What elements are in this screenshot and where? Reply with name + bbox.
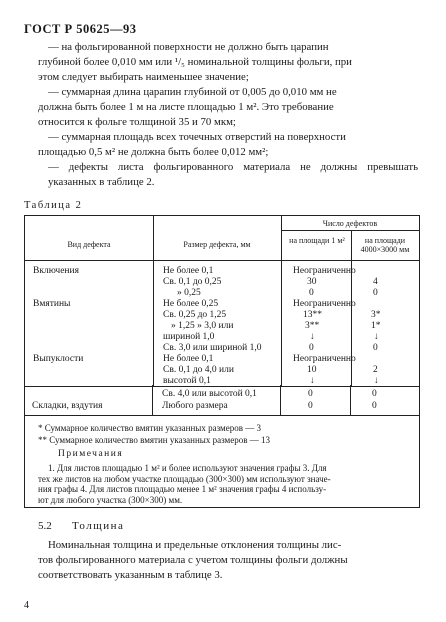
table-note-line: тех же листов на любом участке площадью (300×300) мм используют значе-	[38, 473, 331, 484]
defect-type: Выпуклости	[33, 354, 84, 364]
table-footnote: * Суммарное количество вмятин указанных размеров — 3	[38, 423, 261, 433]
defect-size: » 1,25 » 3,0 или	[171, 321, 234, 331]
header-defect-type: Вид дефекта	[67, 240, 111, 249]
document-header: ГОСТ Р 50625—93	[24, 22, 137, 36]
defect-type: Включения	[33, 266, 79, 276]
section-number: 5.2	[38, 520, 52, 532]
section-line: Номинальная толщина и предельные отклонения толщины лис-	[48, 539, 342, 551]
section-paragraph	[38, 538, 418, 583]
defect-size: Св. 4,0 или высотой 0,1	[162, 389, 257, 399]
intro-line: площадью 0,5 м² не должна быть более 0,012 мм²;	[38, 146, 269, 158]
table-rule	[24, 415, 419, 416]
defect-count-sqm: 3**	[305, 321, 320, 331]
defect-count-unlimited: Неограниченно	[293, 299, 356, 309]
section-title: Толщина	[72, 520, 125, 532]
section-line: тов фольгированного материала с учетом толщины фольги должны	[38, 554, 348, 566]
defect-count-sqm: 10	[307, 365, 317, 375]
table-caption: Таблица 2	[24, 200, 83, 211]
table-lower-area	[24, 215, 420, 508]
table-note-line: ют для любого участка (300×300) мм.	[38, 494, 183, 505]
intro-line: должна быть более 1 м на листе площадью 1 м². Это требование	[38, 101, 334, 113]
defect-count-sheet: 0	[373, 343, 378, 353]
notes-title: Примечания	[58, 449, 124, 459]
defect-count-sheet: 0	[372, 389, 377, 399]
defect-count-sheet: 1*	[371, 321, 381, 331]
defect-type: Складки, вздутия	[32, 401, 103, 411]
defect-count-sqm: 0	[309, 343, 314, 353]
defect-size: Св. 0,1 до 4,0 или	[163, 365, 234, 375]
intro-line: — суммарная длина царапин глубиной от 0,005 до 0,010 мм не	[48, 86, 337, 98]
intro-line: — суммарная площадь всех точечных отверстий на поверхности	[48, 131, 346, 143]
defect-type: Вмятины	[33, 299, 71, 309]
defect-size: Не более 0,25	[163, 299, 219, 309]
defect-count-sqm: 0	[308, 389, 313, 399]
defect-count-sqm: 0	[309, 288, 314, 298]
table-footnote: ** Суммарное количество вмятин указанных размеров — 13	[38, 435, 270, 445]
defect-size: Св. 0,1 до 0,25	[163, 277, 222, 287]
arrow-down-icon: ↓	[374, 332, 379, 342]
defect-count-sheet: 0	[372, 401, 377, 411]
defect-size: » 0,25	[177, 288, 201, 298]
arrow-down-icon: ↓	[374, 376, 379, 386]
defect-size: шириной 1,0	[163, 332, 215, 342]
table-rule	[280, 385, 281, 415]
defect-count-unlimited: Неограниченно	[293, 354, 356, 364]
header-per-sqm: на площади 1 м²	[289, 236, 345, 245]
intro-line: — на фольгированной поверхности не должно быть царапин	[48, 41, 329, 53]
defect-count-sqm: 30	[307, 277, 317, 287]
defect-count-sheet: 2	[373, 365, 378, 375]
defect-size: Любого размера	[162, 401, 228, 411]
intro-line: — дефекты листа фольгированного материала не должны превышать указанных в таблице 2.	[48, 161, 418, 188]
page-number: 4	[24, 600, 29, 611]
intro-line: относится к фольге толщиной 35 и 70 мкм;	[38, 116, 236, 128]
defect-size: Не более 0,1	[163, 354, 214, 364]
intro-line: этом следует выбирать наименьшее значение;	[38, 71, 249, 83]
defect-count-sqm: 0	[308, 401, 313, 411]
arrow-down-icon: ↓	[310, 376, 315, 386]
intro-paragraph	[38, 40, 418, 190]
table-rule	[350, 385, 351, 415]
arrow-down-icon: ↓	[310, 332, 315, 342]
defect-size: высотой 0,1	[163, 376, 211, 386]
defect-size: Св. 0,25 до 1,25	[163, 310, 227, 320]
defect-count-sheet: 0	[373, 288, 378, 298]
defect-count-sheet: 4	[373, 277, 378, 287]
table-rule	[152, 385, 153, 415]
defect-size: Не более 0,1	[163, 266, 214, 276]
defect-count-unlimited: Неограниченно	[293, 266, 356, 276]
defect-count-sqm: 13**	[303, 310, 322, 320]
header-per-sheet: на площади 4000×3000 мм	[360, 236, 410, 254]
table-note-line: 1. Для листов площадью 1 м² и более используют значения графы 3. Для	[48, 463, 327, 473]
header-defect-count: Число дефектов	[322, 219, 378, 228]
table-note-line: ния графы 4. Для листов площадью менее 1 м² значения графы 4 использу-	[38, 484, 327, 494]
defect-size: Св. 3,0 или шириной 1,0	[163, 343, 262, 353]
defect-count-sheet: 3*	[371, 310, 381, 320]
intro-line: глубиной более 0,010 мм или ¹/₅ номинальной толщины фольги, при	[38, 56, 352, 68]
header-defect-size: Размер дефекта, мм	[183, 240, 251, 249]
section-line: соответствовать указанным в таблице 3.	[38, 569, 223, 581]
